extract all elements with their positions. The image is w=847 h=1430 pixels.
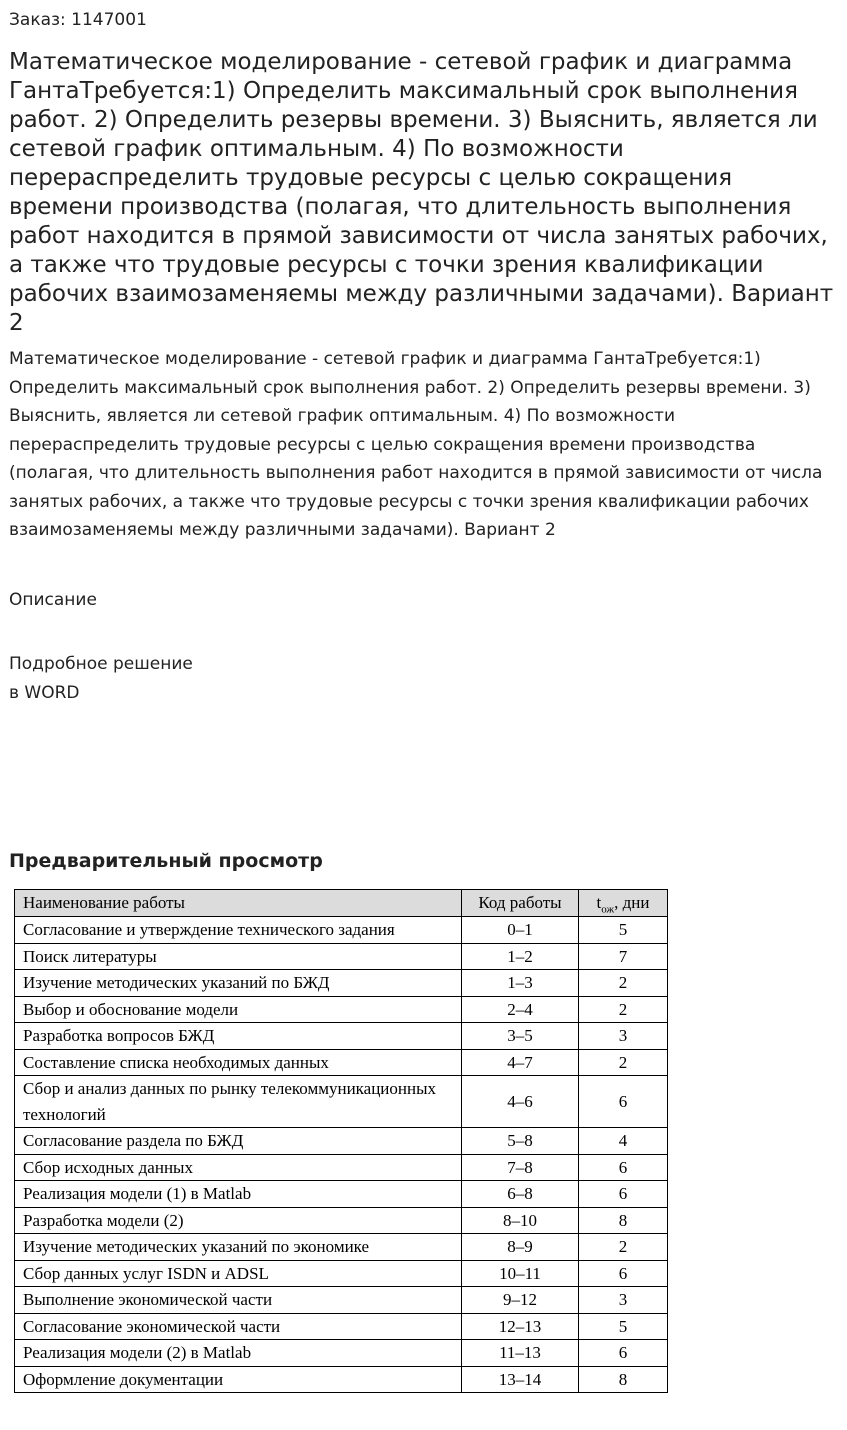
preview-heading: Предварительный просмотр [9,850,323,872]
description-text: Математическое моделирование - сетевой график и диаграмма ГантаТребуется:1) Определить максимальный срок выполнения работ. 2) Определить резервы времени. 3) Выяснить, является ли сетевой график оптимальным. 4) По возможности перераспределить трудовые ресурсы с целью сокращения времени производства (полагая, что длительность выполнения работ находится в прямой зависимости от числа занятых рабочих, а также что трудовые ресурсы с точки зрения квалификации рабочих взаимозаменяемы между различными задачами). Вариант 2 [9,349,823,540]
work-name-cell: Согласование раздела по БЖД [15,1128,462,1155]
work-name-cell: Оформление документации [15,1366,462,1393]
duration-cell: 5 [579,917,668,944]
solution-details-line: Подробное решение [9,654,193,674]
table-row [15,1340,668,1367]
duration-cell: 3 [579,1287,668,1314]
work-name-cell: Разработка модели (2) [15,1207,462,1234]
solution-format-line: в WORD [9,683,80,703]
work-code-cell: 7–8 [462,1154,579,1181]
work-code-cell: 4–7 [462,1049,579,1076]
work-code-cell: 13–14 [462,1366,579,1393]
table-row [15,1049,668,1076]
work-code-cell: 11–13 [462,1340,579,1367]
header-work-name: Наименование работы [15,890,462,917]
table-row [15,1023,668,1050]
duration-cell: 2 [579,996,668,1023]
table-row [15,1366,668,1393]
duration-cell: 4 [579,1128,668,1155]
work-name-cell: Поиск литературы [15,943,462,970]
work-code-cell: 4–6 [462,1076,579,1128]
work-name-cell: Изучение методических указаний по экономике [15,1234,462,1261]
work-name-cell: Согласование экономической части [15,1313,462,1340]
duration-cell: 6 [579,1340,668,1367]
table-header-row [15,890,668,917]
work-name-cell: Сбор исходных данных [15,1154,462,1181]
table-row [15,1260,668,1287]
work-code-cell: 2–4 [462,996,579,1023]
duration-cell: 8 [579,1207,668,1234]
work-code-cell: 9–12 [462,1287,579,1314]
description-label: Описание [9,590,97,610]
duration-cell: 6 [579,1260,668,1287]
duration-cell: 2 [579,1049,668,1076]
table-row [15,1128,668,1155]
table-body [15,917,668,1393]
work-code-cell: 12–13 [462,1313,579,1340]
duration-cell: 7 [579,943,668,970]
duration-cell: 8 [579,1366,668,1393]
duration-cell: 6 [579,1154,668,1181]
work-name-cell: Реализация модели (1) в Matlab [15,1181,462,1208]
duration-cell: 5 [579,1313,668,1340]
table-row [15,1181,668,1208]
duration-cell: 2 [579,1234,668,1261]
table-row [15,1287,668,1314]
table-row [15,1234,668,1261]
work-code-cell: 8–10 [462,1207,579,1234]
table-row [15,1154,668,1181]
work-code-cell: 5–8 [462,1128,579,1155]
work-name-cell: Согласование и утверждение технического задания [15,917,462,944]
table-row [15,1313,668,1340]
table-row [15,917,668,944]
work-code-cell: 3–5 [462,1023,579,1050]
header-work-code: Код работы [462,890,579,917]
work-code-cell: 10–11 [462,1260,579,1287]
duration-cell: 6 [579,1181,668,1208]
work-code-cell: 1–3 [462,970,579,997]
works-table [14,889,668,1393]
duration-cell: 3 [579,1023,668,1050]
page-title: Математическое моделирование - сетевой график и диаграмма ГантаТребуется:1) Определить максимальный срок выполнения работ. 2) Определить резервы времени. 3) Выяснить, является ли сетевой график оптимальным. 4) По возможности перераспределить трудовые ресурсы с целью сокращения времени производства (полагая, что длительность выполнения работ находится в прямой зависимости от числа занятых рабочих, а также что трудовые ресурсы с точки зрения квалификации рабочих взаимозаменяемы между различными задачами). Вариант 2 [9,49,834,336]
table-row [15,996,668,1023]
table-row [15,1076,668,1128]
work-name-cell: Сбор данных услуг ISDN и ADSL [15,1260,462,1287]
work-name-cell: Выбор и обоснование модели [15,996,462,1023]
work-code-cell: 8–9 [462,1234,579,1261]
header-duration [579,890,668,917]
work-name-cell: Изучение методических указаний по БЖД [15,970,462,997]
duration-cell: 6 [579,1076,668,1128]
duration-cell: 2 [579,970,668,997]
table-row [15,943,668,970]
table-row [15,970,668,997]
work-name-cell: Сбор и анализ данных по рынку телекоммуникационных технологий [15,1076,462,1128]
solution-details [9,650,193,708]
work-name-cell: Выполнение экономической части [15,1287,462,1314]
order-number: Заказ: 1147001 [9,10,147,30]
header-duration-subscript: ож [601,903,615,916]
header-duration-symbol: t [596,893,602,913]
work-code-cell: 0–1 [462,917,579,944]
header-duration-unit: , дни [614,893,650,913]
work-name-cell: Разработка вопросов БЖД [15,1023,462,1050]
work-name-cell: Реализация модели (2) в Matlab [15,1340,462,1367]
work-code-cell: 6–8 [462,1181,579,1208]
work-name-cell: Составление списка необходимых данных [15,1049,462,1076]
work-code-cell: 1–2 [462,943,579,970]
table-row [15,1207,668,1234]
